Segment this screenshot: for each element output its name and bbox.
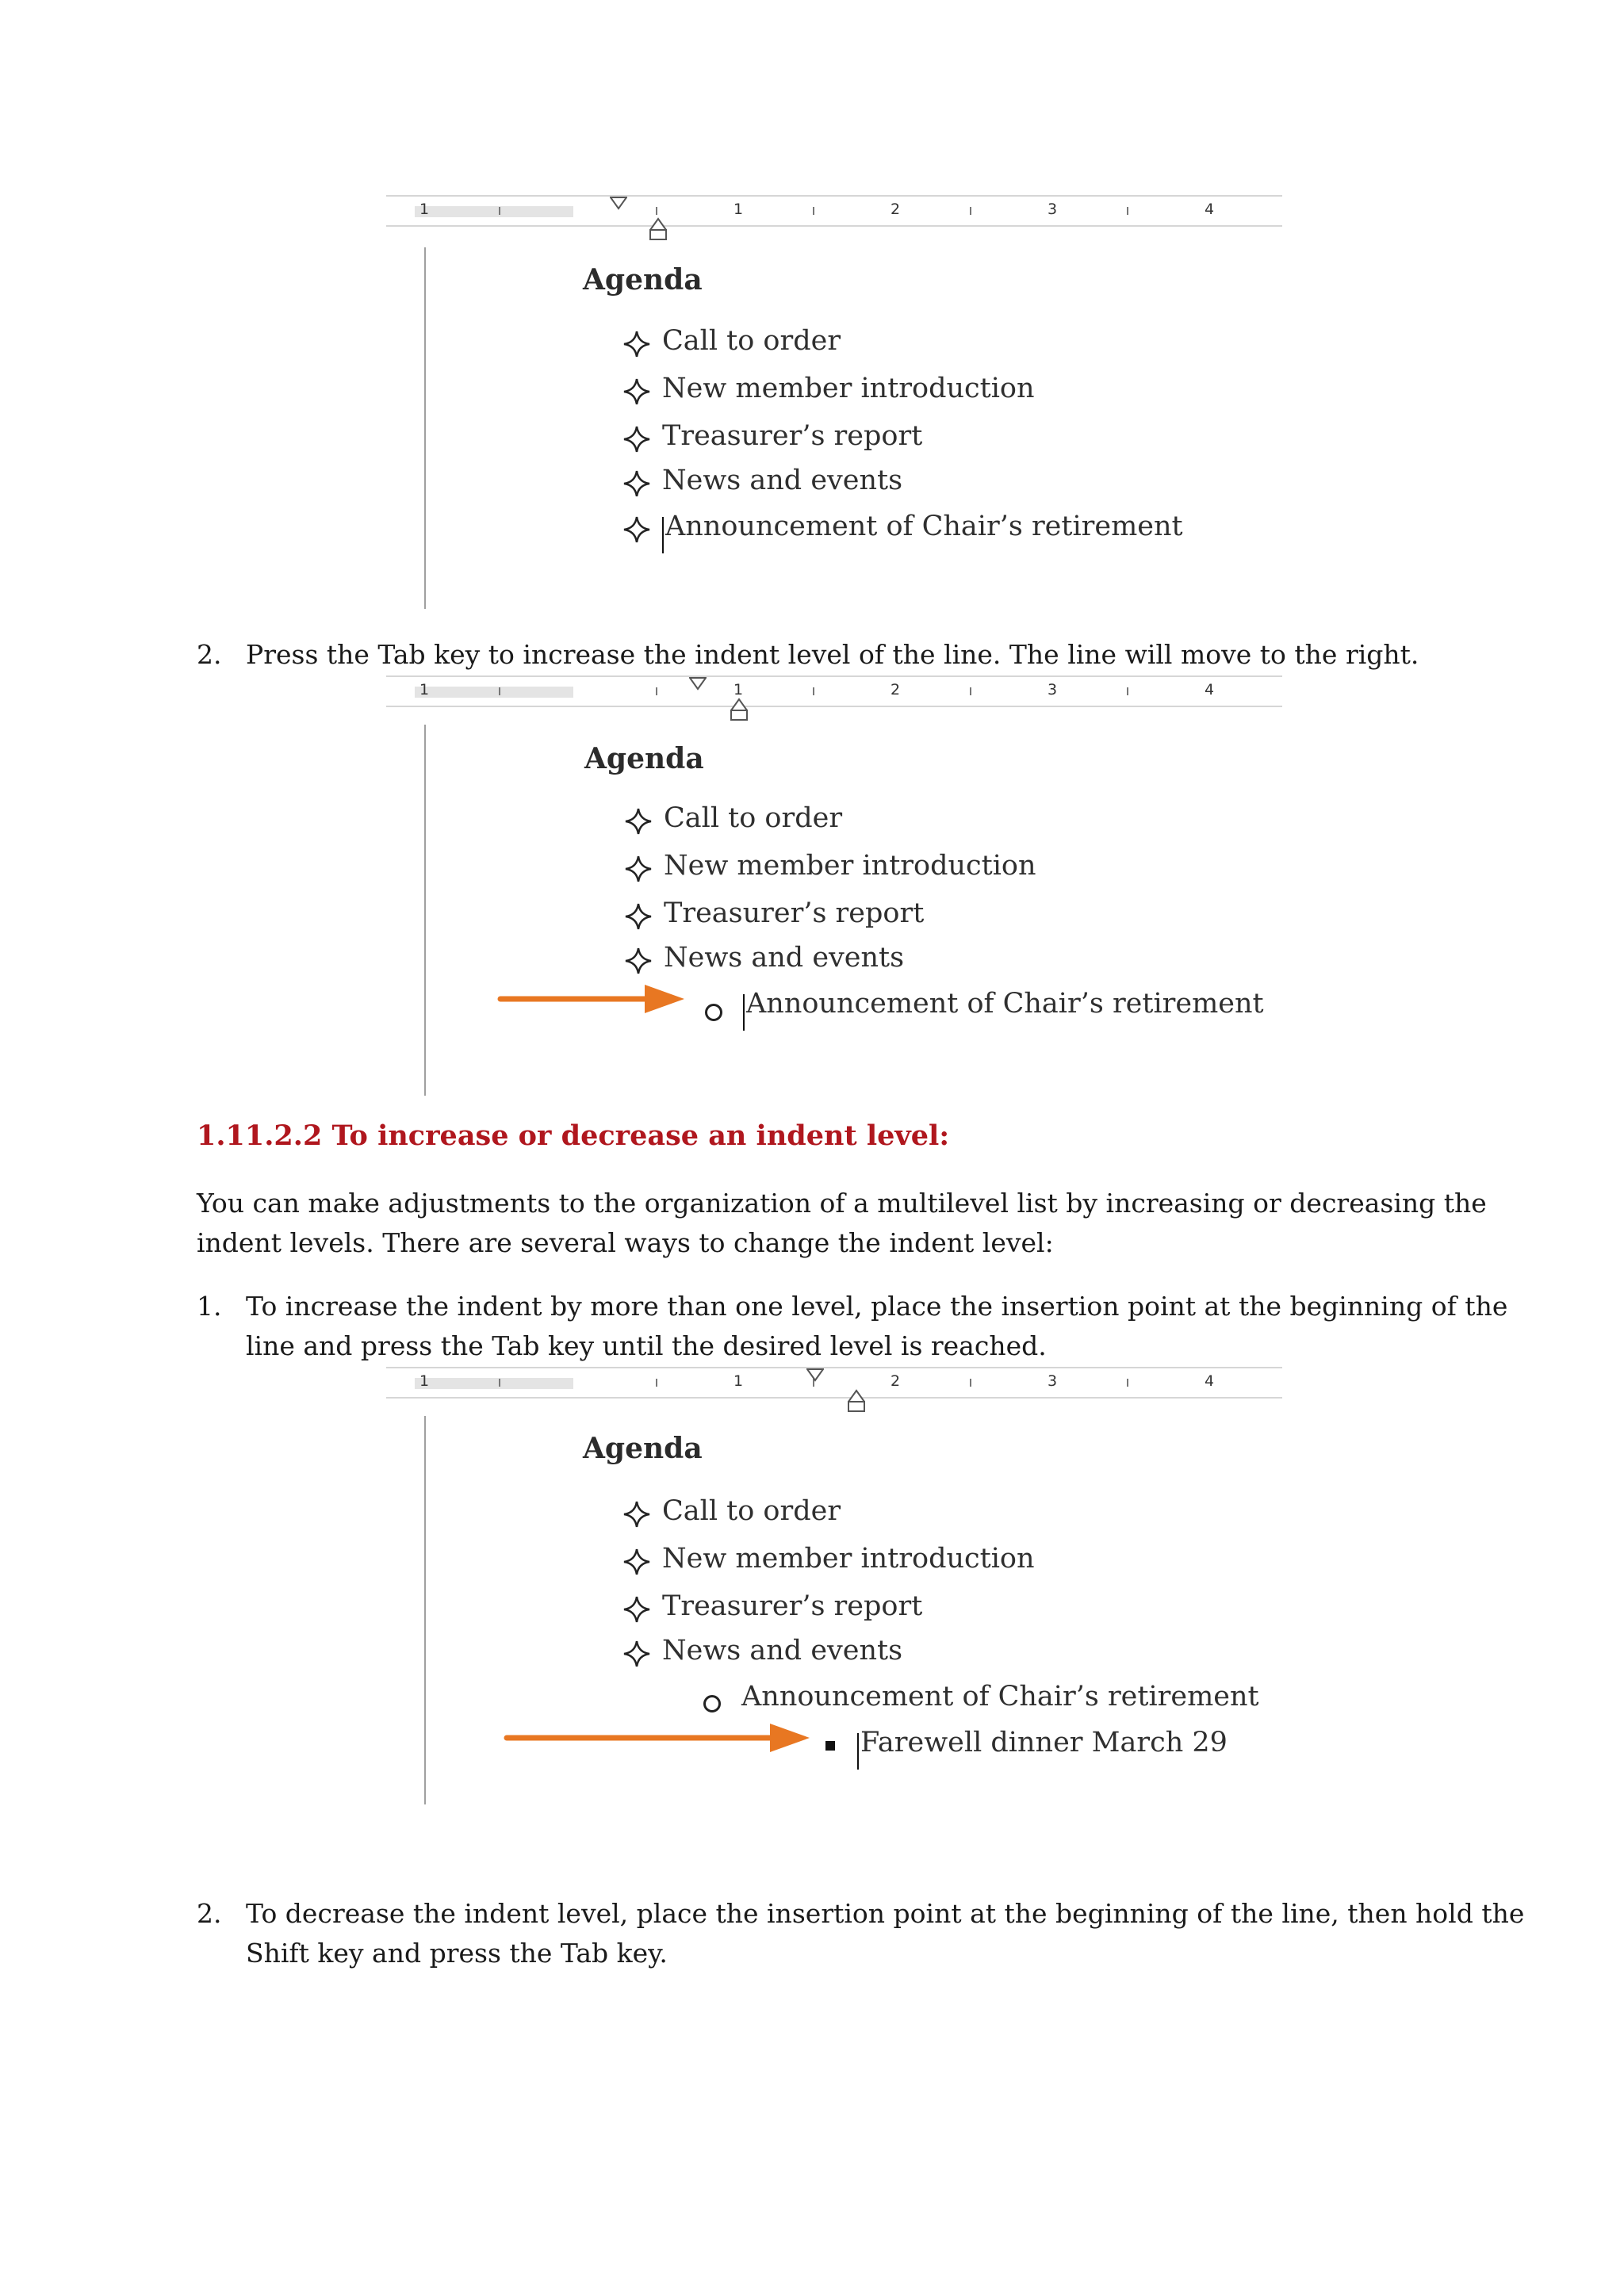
agenda-title: Agenda bbox=[583, 263, 703, 297]
insertion-point-cursor bbox=[662, 517, 664, 553]
ruler-label: 3 bbox=[1048, 1372, 1058, 1390]
margin-line bbox=[424, 725, 426, 1096]
intro-line-1: You can make adjustments to the organization of a multilevel list by increasing or decreasing the bbox=[197, 1188, 1487, 1219]
hanging-indent-marker-icon[interactable] bbox=[848, 1389, 865, 1413]
ruler-label: 3 bbox=[1048, 681, 1058, 698]
star-bullet-icon bbox=[624, 807, 653, 836]
star-bullet-icon bbox=[622, 515, 651, 544]
screenshot-panel-1 bbox=[386, 195, 1282, 609]
list-item: Call to order bbox=[664, 802, 843, 834]
list-item: News and events bbox=[662, 465, 903, 496]
ruler-label: 1 bbox=[419, 201, 430, 218]
margin-line bbox=[424, 1416, 426, 1804]
star-bullet-icon bbox=[622, 469, 651, 498]
insertion-point-cursor bbox=[857, 1733, 859, 1770]
circle-bullet-icon bbox=[703, 1695, 721, 1712]
star-bullet-icon bbox=[622, 330, 651, 358]
ruler-label: 1 bbox=[733, 201, 744, 218]
step-line-2: Shift key and press the Tab key. bbox=[246, 1938, 668, 1969]
intro-line-2: indent levels. There are several ways to change the indent level: bbox=[197, 1227, 1054, 1258]
list-item: New member introduction bbox=[662, 373, 1035, 404]
list-item: Treasurer’s report bbox=[662, 420, 923, 452]
margin-line bbox=[424, 247, 426, 609]
ruler-label: 2 bbox=[891, 681, 901, 698]
star-bullet-icon bbox=[624, 855, 653, 883]
agenda-title: Agenda bbox=[584, 742, 704, 775]
step-number: 2. bbox=[197, 639, 222, 670]
ruler-label: 1 bbox=[419, 1372, 430, 1390]
star-bullet-icon bbox=[622, 425, 651, 453]
first-line-indent-marker-icon[interactable] bbox=[806, 1368, 824, 1383]
star-bullet-icon bbox=[624, 902, 653, 931]
square-bullet-icon bbox=[825, 1741, 835, 1751]
list-item: Call to order bbox=[662, 1495, 841, 1527]
ruler bbox=[386, 675, 1282, 707]
step-line-2: line and press the Tab key until the desired level is reached. bbox=[246, 1330, 1047, 1361]
list-item: Announcement of Chair’s retirement bbox=[746, 988, 1264, 1020]
list-item: New member introduction bbox=[664, 850, 1036, 882]
step-text bbox=[246, 1287, 1508, 1366]
list-item: Treasurer’s report bbox=[664, 897, 925, 929]
intro-paragraph bbox=[197, 1184, 1487, 1263]
star-bullet-icon bbox=[624, 947, 653, 975]
orange-arrow-icon bbox=[497, 980, 688, 1018]
ruler-label: 4 bbox=[1205, 681, 1215, 698]
insertion-point-cursor bbox=[743, 994, 745, 1031]
list-item: News and events bbox=[664, 942, 905, 974]
star-bullet-icon bbox=[622, 1500, 651, 1529]
orange-arrow-icon bbox=[504, 1719, 813, 1757]
hanging-indent-marker-icon[interactable] bbox=[649, 217, 667, 241]
step-text: Press the Tab key to increase the indent level of the line. The line will move to the right. bbox=[246, 639, 1419, 670]
step-text bbox=[246, 1894, 1525, 1973]
ruler-label: 1 bbox=[733, 681, 744, 698]
screenshot-panel-3 bbox=[386, 1367, 1282, 1804]
step-line-1: To decrease the indent level, place the insertion point at the beginning of the line, then hold the bbox=[246, 1898, 1525, 1929]
hanging-indent-marker-icon[interactable] bbox=[730, 698, 748, 721]
list-item: Treasurer’s report bbox=[662, 1590, 923, 1622]
list-item: Farewell dinner March 29 bbox=[860, 1727, 1228, 1758]
ruler-label: 1 bbox=[733, 1372, 744, 1390]
star-bullet-icon bbox=[622, 1548, 651, 1576]
ruler-label: 3 bbox=[1048, 201, 1058, 218]
ruler-label: 2 bbox=[891, 1372, 901, 1390]
circle-bullet-icon bbox=[705, 1004, 722, 1021]
first-line-indent-marker-icon[interactable] bbox=[610, 197, 627, 211]
section-heading: 1.11.2.2 To increase or decrease an indent level: bbox=[197, 1119, 950, 1152]
step-number: 1. bbox=[197, 1291, 222, 1322]
star-bullet-icon bbox=[622, 1595, 651, 1624]
ruler bbox=[386, 195, 1282, 227]
step-number: 2. bbox=[197, 1898, 222, 1929]
ruler-label: 2 bbox=[891, 201, 901, 218]
list-item: Announcement of Chair’s retirement bbox=[665, 511, 1183, 542]
list-item: Announcement of Chair’s retirement bbox=[741, 1681, 1259, 1712]
ruler-label: 4 bbox=[1205, 1372, 1215, 1390]
star-bullet-icon bbox=[622, 1640, 651, 1668]
list-item: News and events bbox=[662, 1635, 903, 1667]
screenshot-panel-2 bbox=[386, 675, 1282, 1096]
list-item: New member introduction bbox=[662, 1543, 1035, 1575]
star-bullet-icon bbox=[622, 377, 651, 406]
ruler-label: 4 bbox=[1205, 201, 1215, 218]
ruler bbox=[386, 1367, 1282, 1399]
step-line-1: To increase the indent by more than one level, place the insertion point at the beginning of the bbox=[246, 1291, 1508, 1322]
ruler-label: 1 bbox=[419, 681, 430, 698]
agenda-title: Agenda bbox=[583, 1432, 703, 1465]
list-item: Call to order bbox=[662, 325, 841, 357]
first-line-indent-marker-icon[interactable] bbox=[689, 677, 707, 691]
